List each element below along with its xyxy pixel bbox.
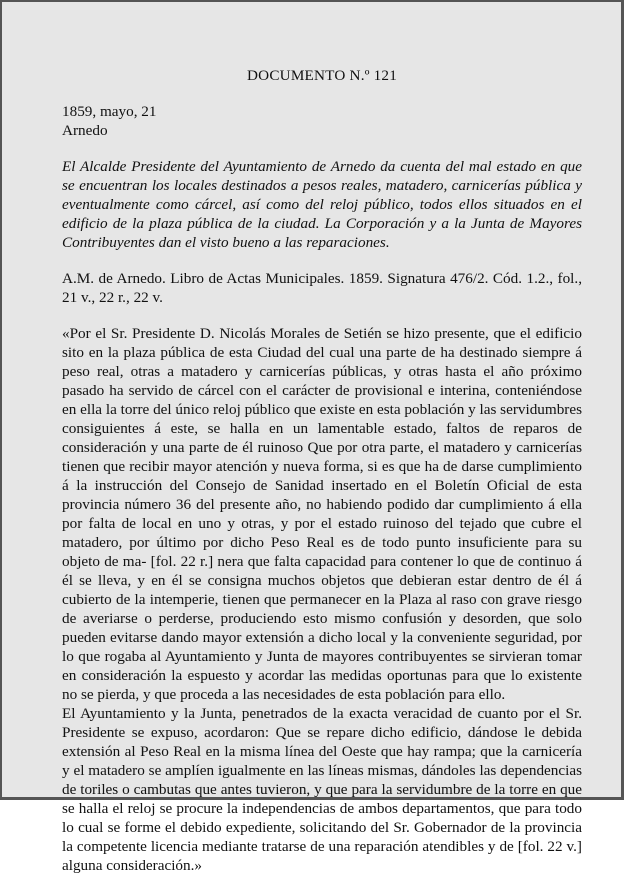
transcription-paragraph: «Por el Sr. Presidente D. Nicolás Morales de Setién se hizo presente, que el edificio sito en la plaza pública de esta Ciudad del cual una parte de ha destinado siempre á peso real, otras a matadero y carnicerías públicas, y otras hasta el año próximo pasado ha servido de cárcel con el carácter de provisional e interina, conteniéndose en ella la torre del único reloj público que existe en esta población y las servidumbres consiguientes á este, se halla en un lamentable estado, faltos de reparos de consideración y una parte de él ruinoso Que por otra parte, el matadero y carnicerías tienen que recibir mayor atención y nueva forma, si es que ha de darse cumplimiento á la instrucción del Consejo de Sanidad insertado en el Boletín Oficial de esta provincia número 36 del presente año, no habiendo podido dar cumplimiento á ella por falta de local en uno y otras, y por el estado ruinoso del tejado que cubre el matadero, por último por dicho Peso Real es de todo punto insuficiente para su objeto de ma- [fol. 22 r.] nera que falta capacidad para contener lo que de continuo á él se lleva, y en él se consigna muchos objetos que debieran estar dentro de él á cubierto de la intemperie, tienen que permanecer en la Plaza al raso con grave riesgo de averiarse o perderse, produciendo esto mismo confusión y desorden, que solo pueden evitarse dando mayor extensión a dicho local y la conveniente seguridad, por lo que rogaba al Ayuntamiento y Junta de mayores contribuyentes se sirvieran tomar en consideración la espuesto y acordar las medidas oportunas para que lo existente no se pierda, y que proceda a las necesidades de esta población para ello. [62,325,583,703]
document-place: Arnedo [62,122,108,139]
document-title: DOCUMENTO N.º 121 [246,67,397,84]
document-date: 1859, mayo, 21 [62,103,157,120]
document-meta [62,102,582,140]
document-content [62,66,582,875]
archival-source: A.M. de Arnedo. Libro de Actas Municipales. 1859. Signatura 476/2. Cód. 1.2., fol., 21 v., 22 r., 22 v. [62,270,582,306]
document-summary: El Alcalde Presidente del Ayuntamiento de Arnedo da cuenta del mal estado en que se encuentran los locales destinados a pesos reales, matadero, carnicerías pública y eventualmente como cárcel, así como del reloj público, todos ellos situados en el edificio de la plaza pública de la ciudad. La Corporación y a la Junta de Mayores Contribuyentes dan el visto bueno a las reparaciones. [62,158,582,251]
transcription-paragraph: El Ayuntamiento y la Junta, penetrados de la exacta veracidad de cuanto por el Sr. Presidente se expuso, acordaron: Que se repare dicho edificio, dándose le debida extensión al Peso Real en la misma línea del Oeste que hay rampa; que la carnicería y el matadero se amplíen igualmente en las líneas mismas, dándoles las dependencias de toriles o cambutas que antes tuvieron, y que para la servidumbre de la torre en que se halla el reloj se procure la independencias de ambos departamentos, que para todo lo cual se forme el debido expediente, solicitando del Sr. Gobernador de la provincia la competente licencia mediante tratarse de una reparación atendibles y de [fol. 22 v.] alguna consideración.» [62,705,582,874]
